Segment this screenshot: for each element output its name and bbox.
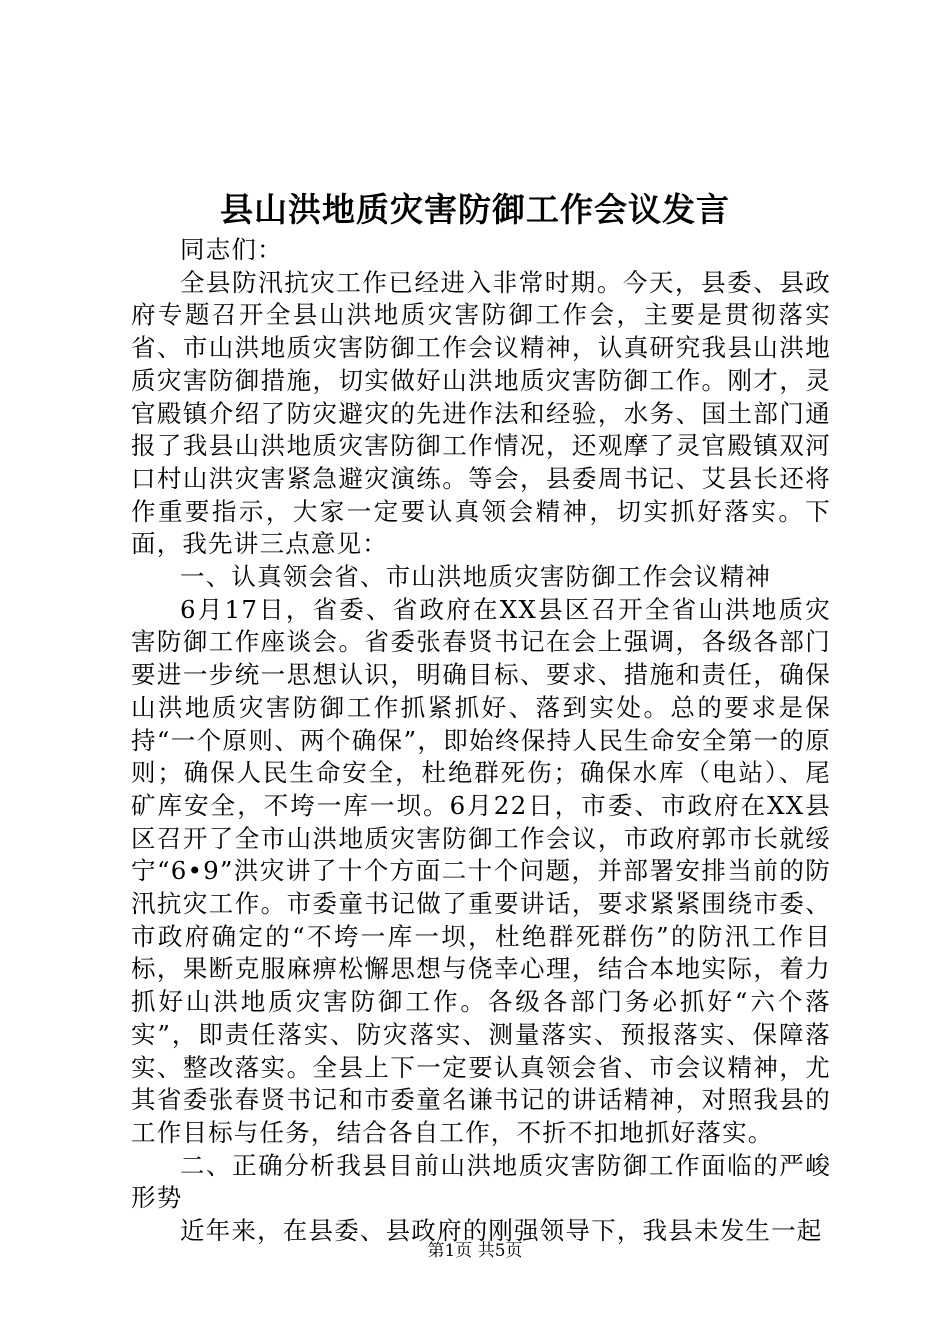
intro-paragraph: 全县防汛抗灾工作已经进入非常时期。今天，县委、县政府专题召开全县山洪地质灾害防御工作会，主要是贯彻落实省、市山洪地质灾害防御工作会议精神，认真研究我县山洪地质灾害防御措施，切实做好山洪地质灾害防御工作。刚才，灵官殿镇介绍了防灾避灾的先进作法和经验，水务、国土部门通报了我县山洪地质灾害防御工作情况，还观摩了灵官殿镇双河口村山洪灾害紧急避灾演练。等会，县委周书记、艾县长还将作重要指示，大家一定要认真领会精神，切实抓好落实。下面，我先讲三点意见：: [131, 267, 831, 559]
document-body: [131, 234, 831, 1248]
section-heading-1: 一、认真领会省、市山洪地质灾害防御工作会议精神: [180, 562, 772, 592]
section-2-paragraph: 近年来，在县委、县政府的刚强领导下，我县未发生一起: [180, 1216, 823, 1246]
document-title: 县山洪地质灾害防御工作会议发言: [220, 190, 730, 229]
page-footer: 第1页 共5页: [427, 1241, 523, 1261]
salutation-paragraph: 同志们：: [180, 235, 283, 264]
section-heading-2: 二、正确分析我县目前山洪地质灾害防御工作面临的严峻形势: [131, 1150, 831, 1213]
section-1-paragraph: 6月17日，省委、省政府在XX县区召开全省山洪地质灾害防御工作座谈会。省委张春贤书记在会上强调，各级各部门要进一步统一思想认识，明确目标、要求、措施和责任，确保山洪地质灾害防御工作抓紧抓好、落到实处。总的要求是保持“一个原则、两个确保”，即始终保持人民生命安全第一的原则；确保人民生命安全，杜绝群死伤；确保水库（电站）、尾矿库安全，不垮一库一坝。6月22日，市委、市政府在XX县区召开了全市山洪地质灾害防御工作会议，市政府郭市长就绥宁“6•9”洪灾讲了十个方面二十个问题，并部署安排当前的防汛抗灾工作。市委童书记做了重要讲话，要求紧紧围绕市委、市政府确定的“不垮一库一坝，杜绝群死群伤”的防汛工作目标，果断克服麻痹松懈思想与侥幸心理，结合本地实际，着力抓好山洪地质灾害防御工作。各级各部门务必抓好“六个落实”，即责任落实、防灾落实、测量落实、预报落实、保障落实、整改落实。全县上下一定要认真领会省、市会议精神，尤其省委张春贤书记和市委童名谦书记的讲话精神，对照我县的工作目标与任务，结合各自工作，不折不扣地抓好落实。: [131, 594, 831, 1147]
